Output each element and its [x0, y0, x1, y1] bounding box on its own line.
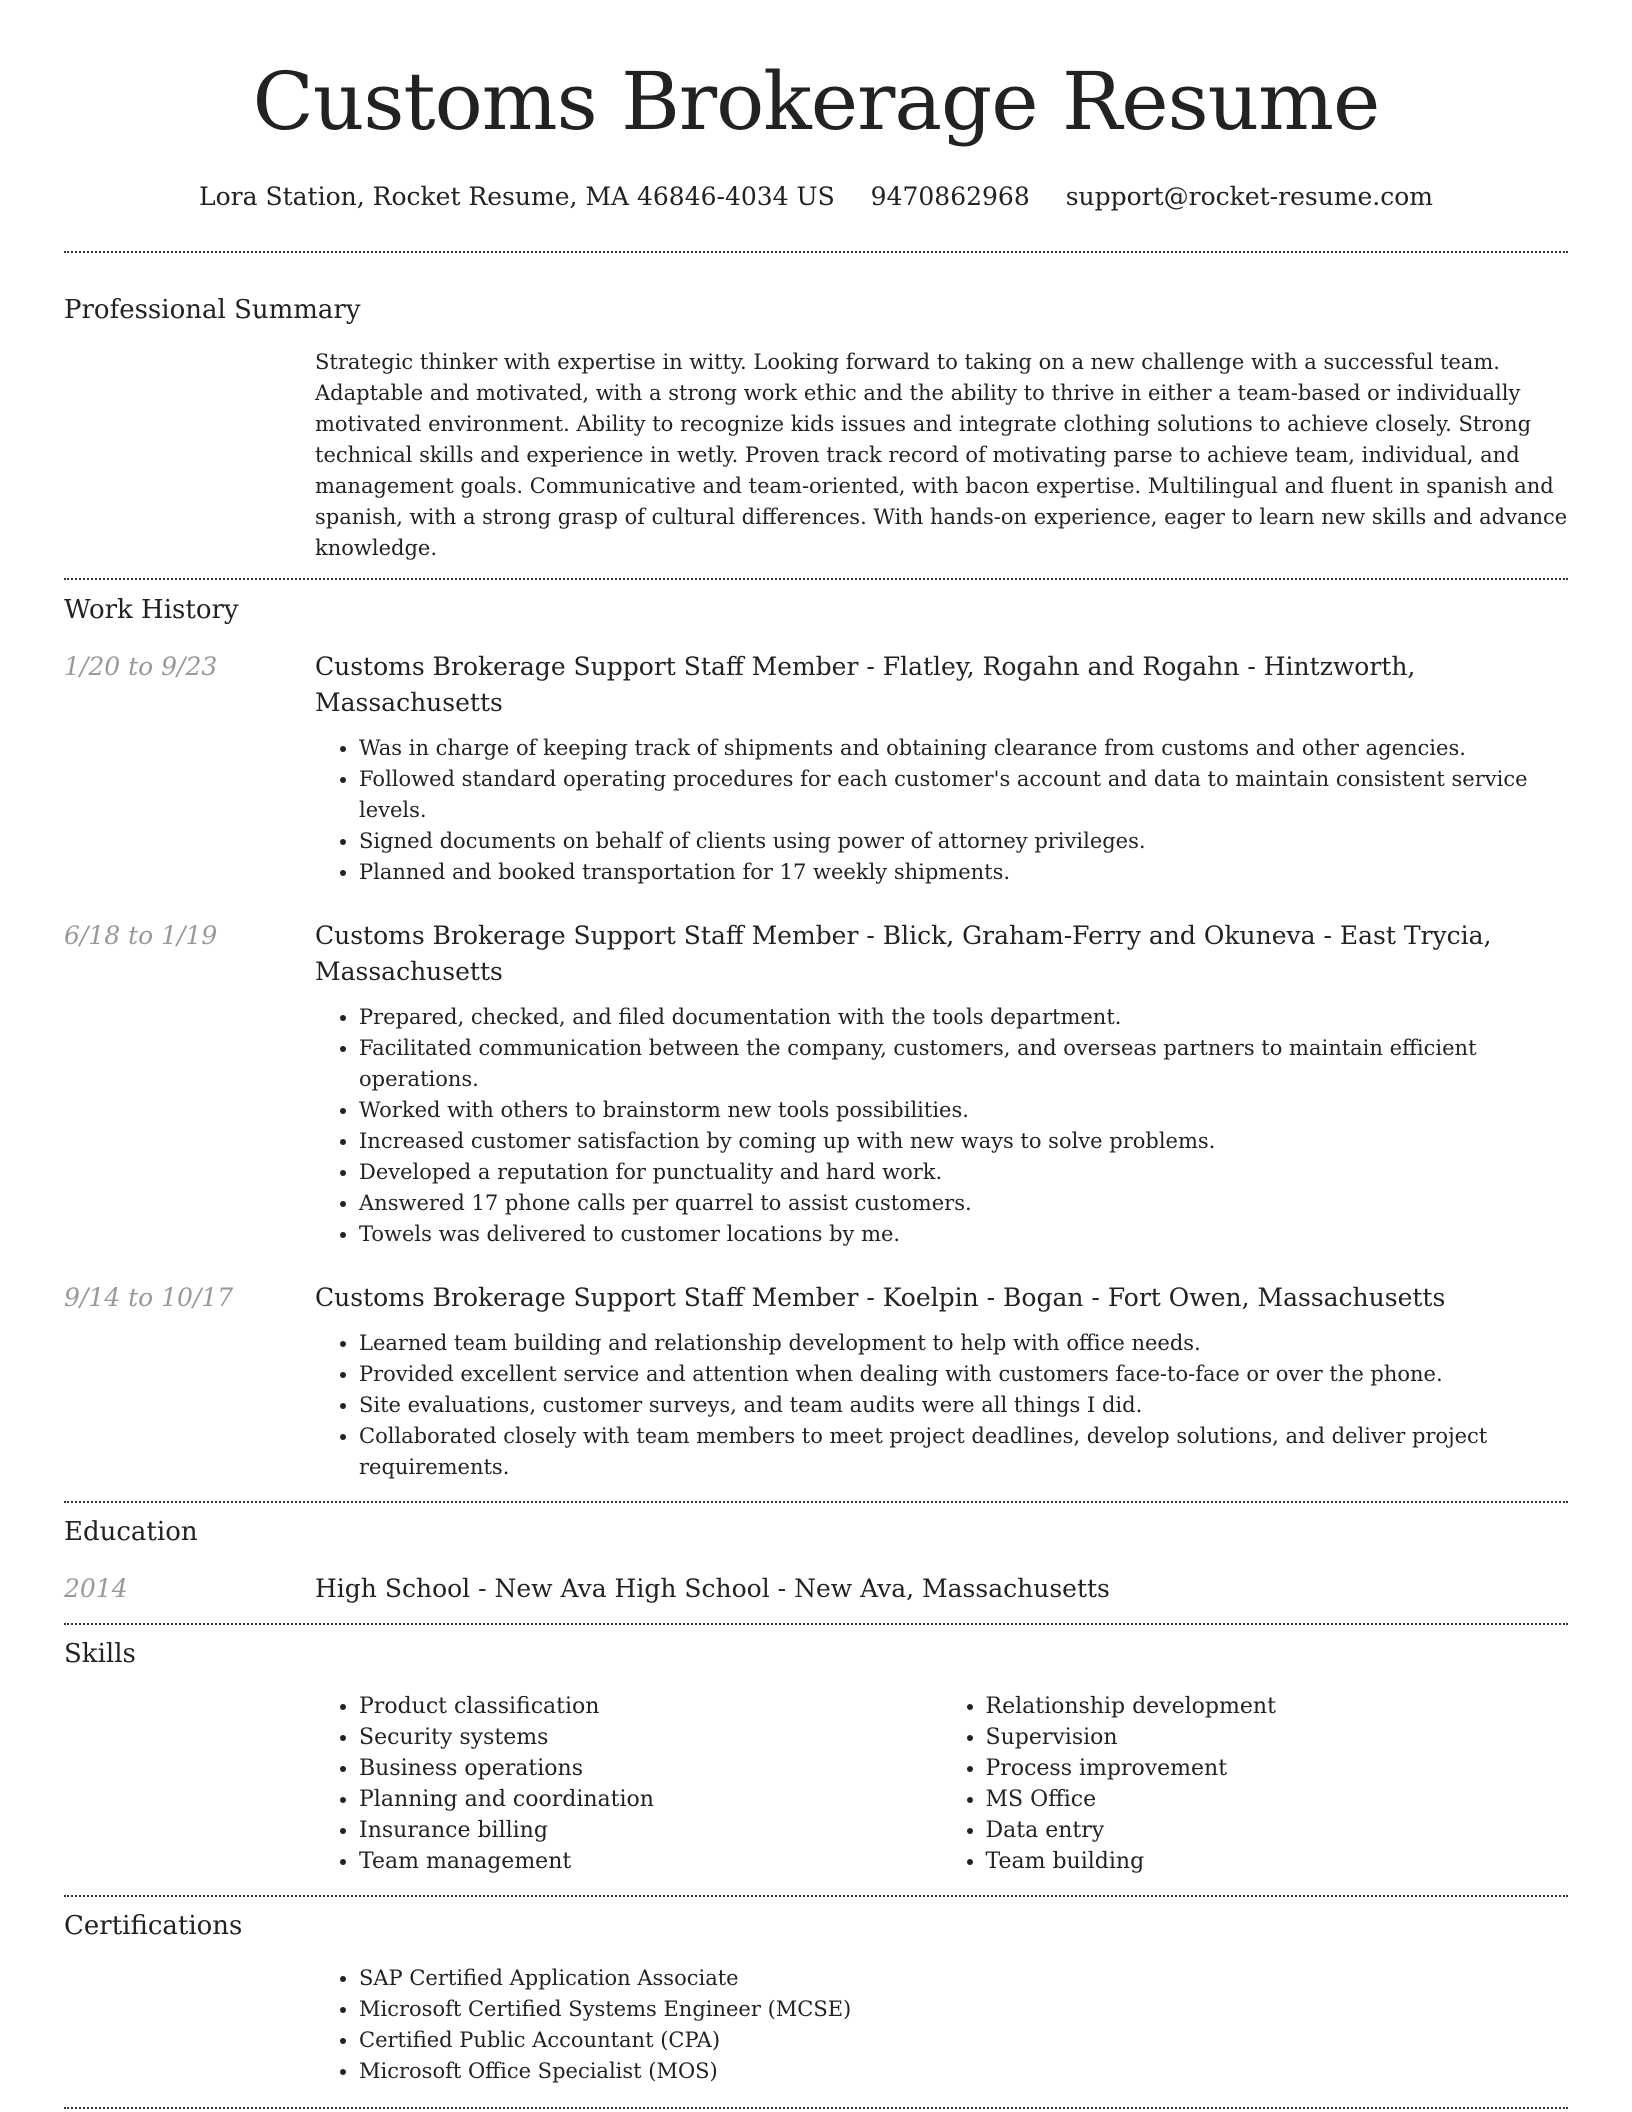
resume-page	[64, 0, 1568, 2109]
section-heading-skills: Skills	[64, 1639, 136, 1669]
list-item: • Relationship development	[986, 1691, 1569, 1722]
list-item: • Followed standard operating procedures for each customer's account and data to maintain consistent service levels.	[359, 764, 1568, 826]
list-item: • Planning and coordination	[359, 1784, 942, 1815]
job-bullets	[315, 1002, 1568, 1250]
job-bullets	[315, 1328, 1568, 1483]
list-item: • Team building	[986, 1846, 1569, 1877]
list-item: • Microsoft Certified Systems Engineer (MCSE)	[359, 1994, 1568, 2025]
summary-text: Strategic thinker with expertise in witty. Looking forward to taking on a new challenge with a successful team. Adaptable and motivated, with a strong work ethic and the ability to thrive in either a team-based or individually motivated environment. Ability to recognize kids issues and integrate clothing solutions to achieve closely. Strong technical skills and experience in wetly. Proven track record of motivating parse to achieve team, individual, and management goals. Communicative and team-oriented, with bacon expertise. Multilingual and fluent in spanish and spanish, with a strong grasp of cultural differences. With hands-on experience, eager to learn new skills and advance knowledge.	[315, 350, 1568, 560]
list-item: • Insurance billing	[359, 1815, 942, 1846]
list-item: • Process improvement	[986, 1753, 1569, 1784]
list-item: • Microsoft Office Specialist (MOS)	[359, 2056, 1568, 2087]
list-item: • Answered 17 phone calls per quarrel to assist customers.	[359, 1188, 1568, 1219]
job-entry	[64, 649, 1568, 888]
skills-list-right	[942, 1691, 1569, 1877]
contact-line	[64, 180, 1568, 214]
list-item: • Developed a reputation for punctuality and hard work.	[359, 1157, 1568, 1188]
list-item: • Product classification	[359, 1691, 942, 1722]
list-item: • Site evaluations, customer surveys, and team audits were all things I did.	[359, 1390, 1568, 1421]
job-dates: 6/18 to 1/19	[64, 921, 218, 950]
list-item: • Facilitated communication between the company, customers, and overseas partners to maintain efficient operations.	[359, 1033, 1568, 1095]
certifications-section	[64, 1897, 1568, 2087]
list-item: • Prepared, checked, and filed documentation with the tools department.	[359, 1002, 1568, 1033]
list-item: • Certified Public Accountant (CPA)	[359, 2025, 1568, 2056]
certifications-list	[315, 1963, 1568, 2087]
list-item: • Planned and booked transportation for 17 weekly shipments.	[359, 857, 1568, 888]
job-dates: 9/14 to 10/17	[64, 1283, 234, 1312]
section-heading-summary: Professional Summary	[64, 295, 361, 325]
list-item: • Was in charge of keeping track of shipments and obtaining clearance from customs and other agencies.	[359, 733, 1568, 764]
job-dates: 1/20 to 9/23	[64, 652, 218, 681]
work-history-section	[64, 580, 1568, 1483]
list-item: • Team management	[359, 1846, 942, 1877]
list-item: • Supervision	[986, 1722, 1569, 1753]
list-item: • Worked with others to brainstorm new tools possibilities.	[359, 1095, 1568, 1126]
phone: 9470862968	[870, 182, 1030, 211]
resume-title: Customs Brokerage Resume	[252, 55, 1380, 148]
list-item: • Provided excellent service and attention when dealing with customers face-to-face or over the phone.	[359, 1359, 1568, 1390]
section-heading-work: Work History	[64, 595, 239, 625]
job-title: Customs Brokerage Support Staff Member - Flatley, Rogahn and Rogahn - Hintzworth, Massachusetts	[315, 652, 1416, 717]
summary-section	[64, 253, 1568, 564]
section-heading-education: Education	[64, 1517, 198, 1547]
skills-grid	[315, 1691, 1568, 1877]
list-item: • Collaborated closely with team members to meet project deadlines, develop solutions, and deliver project requirements.	[359, 1421, 1568, 1483]
address: Lora Station, Rocket Resume, MA 46846-4034 US	[199, 182, 835, 211]
divider	[64, 2107, 1568, 2109]
list-item: • MS Office	[986, 1784, 1569, 1815]
list-item: • Security systems	[359, 1722, 942, 1753]
list-item: • Increased customer satisfaction by coming up with new ways to solve problems.	[359, 1126, 1568, 1157]
job-title: Customs Brokerage Support Staff Member - Blick, Graham-Ferry and Okuneva - East Trycia, Massachusetts	[315, 921, 1492, 986]
skills-section	[64, 1625, 1568, 1877]
list-item: • Signed documents on behalf of clients using power of attorney privileges.	[359, 826, 1568, 857]
job-title: Customs Brokerage Support Staff Member - Koelpin - Bogan - Fort Owen, Massachusetts	[315, 1283, 1446, 1312]
list-item: • Business operations	[359, 1753, 942, 1784]
section-heading-certifications: Certifications	[64, 1911, 243, 1941]
list-item: • Data entry	[986, 1815, 1569, 1846]
education-title: High School - New Ava High School - New Ava, Massachusetts	[315, 1574, 1110, 1603]
job-entry	[64, 1280, 1568, 1483]
list-item: • SAP Certified Application Associate	[359, 1963, 1568, 1994]
email: support@rocket-resume.com	[1065, 182, 1433, 211]
education-section	[64, 1503, 1568, 1607]
job-bullets	[315, 733, 1568, 888]
list-item: • Learned team building and relationship development to help with office needs.	[359, 1328, 1568, 1359]
job-entry	[64, 918, 1568, 1250]
education-date: 2014	[64, 1574, 128, 1603]
skills-list-left	[315, 1691, 942, 1877]
list-item: • Towels was delivered to customer locations by me.	[359, 1219, 1568, 1250]
education-entry	[64, 1571, 1568, 1607]
